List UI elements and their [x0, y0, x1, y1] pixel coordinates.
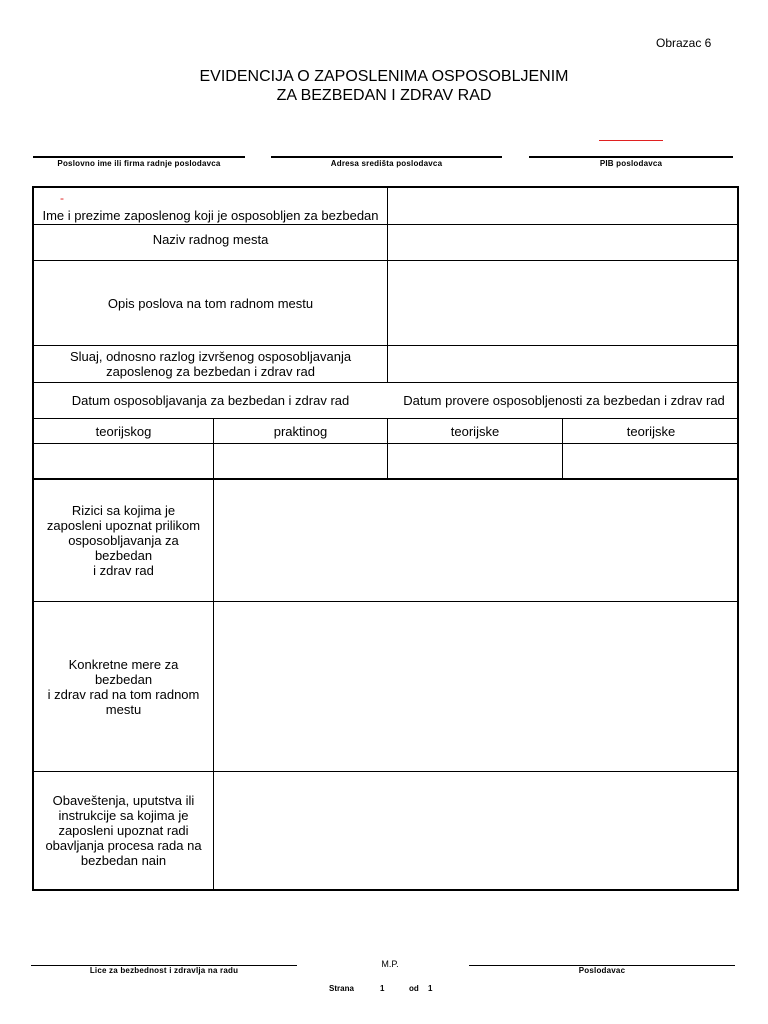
subcolumn-practical-training: praktinog [273, 423, 328, 439]
risks-label-line: osposobljavanja za [68, 533, 179, 548]
theoretical-check-date-value-2[interactable] [563, 444, 739, 478]
risks-label-line: i zdrav rad [93, 563, 154, 578]
page-total: 1 [428, 984, 433, 993]
document-title-line-2: ZA BEZBEDAN I ZDRAV RAD [276, 87, 492, 104]
pib-label: PIB poslodavca [599, 159, 663, 168]
theoretical-training-date-value[interactable] [34, 444, 213, 478]
subcolumn-theoretical-check-2: teorijske [626, 423, 676, 439]
training-reason-value[interactable] [388, 346, 739, 382]
employer-name-label: Poslovno ime ili firma radnje poslodavca [57, 159, 221, 168]
page-of-label: od [409, 984, 419, 993]
risks-value[interactable] [214, 480, 739, 601]
risks-label [34, 480, 213, 601]
page-current: 1 [380, 984, 385, 993]
notices-label [34, 772, 213, 889]
job-description-value[interactable] [388, 261, 739, 345]
job-description-label: Opis poslova na tom radnom mestu [107, 295, 314, 311]
risks-label-line: bezbedan [94, 548, 153, 563]
training-record-table [32, 186, 739, 891]
red-dash-marker: - [60, 191, 64, 205]
work-position-value[interactable] [388, 225, 739, 260]
notices-label-line: obavljanja procesa rada na [45, 838, 202, 853]
measures-value[interactable] [214, 602, 739, 771]
measures-label-line: mestu [105, 701, 142, 717]
employee-name-label: Ime i prezime zaposlenog koji je osposobljen za bezbedan [42, 208, 379, 223]
employee-name-value[interactable] [388, 188, 739, 224]
theoretical-check-date-value-1[interactable] [388, 444, 562, 478]
notices-label-line: zaposleni upoznat radi [58, 823, 189, 838]
notices-label-line: instrukcije sa kojima je [58, 808, 189, 823]
subcolumn-theoretical-training: teorijskog [95, 423, 152, 439]
stamp-placeholder: M.P. [381, 959, 399, 969]
pib-line[interactable] [529, 156, 733, 158]
training-reason-label [34, 346, 387, 382]
measures-label [34, 602, 213, 771]
red-underline-mark [599, 140, 663, 141]
training-reason-label-line-1: Sluaj, odnosno razlog izvršenog osposobljavanja [69, 349, 352, 364]
notices-label-line: Obaveštenja, uputstva ili [52, 793, 195, 808]
risks-label-line: Rizici sa kojima je [71, 503, 176, 518]
employer-signature-label: Poslodavac [578, 966, 626, 975]
risks-label-line: zaposleni upoznat prilikom [46, 518, 201, 533]
subcolumn-theoretical-check-1: teorijske [450, 423, 500, 439]
employer-address-label: Adresa središta poslodavca [330, 159, 443, 168]
notices-label-line: bezbedan nain [80, 853, 167, 868]
measures-label-line: bezbedan [94, 671, 153, 687]
safety-person-label: Lice za bezbednost i zdravlja na radu [89, 966, 239, 975]
measures-label-line: i zdrav rad na tom radnom [47, 686, 200, 702]
page-label: Strana [329, 984, 354, 993]
check-date-header: Datum provere osposobljenosti za bezbedan i zdrav rad [403, 393, 725, 408]
employer-address-line[interactable] [271, 156, 502, 158]
measures-label-line: Konkretne mere za [68, 656, 179, 672]
notices-value[interactable] [214, 772, 739, 889]
practical-training-date-value[interactable] [214, 444, 387, 478]
training-reason-label-line-2: zaposlenog za bezbedan i zdrav rad [106, 364, 315, 379]
form-number: Obrazac 6 [656, 36, 712, 50]
training-date-header: Datum osposobljavanja za bezbedan i zdrav rad [71, 393, 350, 408]
work-position-label: Naziv radnog mesta [152, 232, 269, 247]
document-title-line-1: EVIDENCIJA O ZAPOSLENIMA OSPOSOBLJENIM [199, 68, 569, 85]
employer-name-line[interactable] [33, 156, 245, 158]
